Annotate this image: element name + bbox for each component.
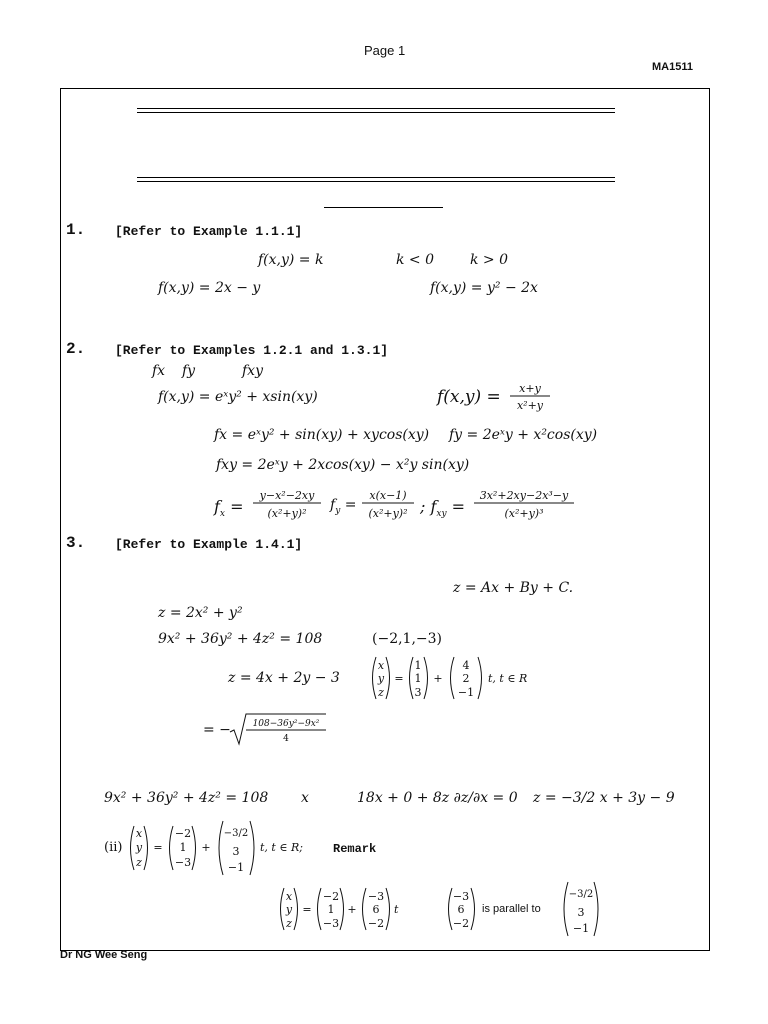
q2-fxy-a: fxy = 2eˣy + 2xcos(xy) − x²y sin(xy) [216,457,470,473]
q3-line-equation [368,656,558,700]
q3-alt-line-equation [276,886,406,932]
svg-text:+: + [433,672,443,685]
svg-text:+: + [201,841,211,854]
q3-square-root [228,712,328,746]
q3-parallel-statement [444,881,604,937]
svg-text:=: = [302,903,312,916]
q3-alt-var-z: z [286,917,292,930]
q3-par-target-3: −1 [572,922,590,935]
q2-function-a: f(x,y) = eˣy² + xsin(xy) [158,389,318,405]
q1-k-positive: k > 0 [470,252,509,268]
svg-text:=: = [394,672,404,685]
q3-ii-t-in-r: t, t ∈ R; [260,841,303,854]
q3-var-x: x [377,659,385,672]
q3-number: 3. [66,534,86,552]
q1-function-b: f(x,y) = y² − 2x [430,280,538,296]
q3-par-target-2: 3 [577,906,585,919]
q2-fx-a: fx = eˣy² + sin(xy) + xycos(xy) [214,427,430,443]
q3-par-target-1: −3/2 [568,889,594,900]
q2-fy-b-fraction [362,487,414,521]
q3-alt-var-x: x [285,890,293,903]
q3-root-denominator: 4 [283,734,289,744]
q2-fy-b-numerator: x(x−1) [369,489,407,502]
q3-ii-dir-3: −1 [227,861,245,874]
q3-plane: z = Ax + By + C. [453,580,574,596]
q1-reference: [Refer to Example 1.1.1] [115,224,303,239]
q2-number: 2. [66,340,86,358]
course-code: MA1511 [652,61,693,73]
q2-function-b-fraction [510,380,550,414]
q3-par-vec-1: −3 [452,890,470,903]
q1-function-a: f(x,y) = 2x − y [158,280,261,296]
q3-tangent-plane: z = 4x + 2y − 3 [228,670,340,686]
q3-var-y: y [377,672,385,685]
q3-ii-line-equation [126,820,446,876]
svg-text:=: = [153,841,163,854]
q2-partial-fy: fy [182,363,196,379]
q3-ii-var-z: z [136,856,142,869]
q3-parallel-text: is parallel to [482,903,541,915]
q3-alt-point-2: 1 [327,903,335,916]
q3-line-dir-3: −1 [457,686,475,699]
q3-line-dir-1: 4 [462,659,470,672]
q3-ii-point-3: −3 [174,856,192,869]
q3-t-in-r: t, t ∈ R [488,672,528,685]
q2-function-b-lhs: f(x,y) = [437,387,501,407]
q3-alt-dir-1: −3 [367,890,385,903]
q2-fxy-b-numerator: 3x²+2xy−2x³−y [479,489,569,502]
q2-fy-b-lhs: $f_y$ = [330,497,357,516]
q3-diff-result: 18x + 0 + 8z ∂z/∂x = 0 [357,790,518,806]
q2-fxy-b-lhs: ; $f_{xy}$ = [420,497,466,520]
author-footer: Dr NG Wee Seng [60,949,148,961]
q2-fx-b-fraction [253,487,321,521]
q2-partial-fxy: fxy [242,363,263,379]
q2-partial-fx: fx [152,363,166,379]
q2-reference: [Refer to Examples 1.2.1 and 1.3.1] [115,343,389,358]
q2-fxy-b-denominator: (x²+y)³ [504,507,544,520]
svg-text:+: + [347,903,357,916]
q3-paraboloid: z = 2x² + y² [158,605,243,621]
q3-line-point-2: 1 [414,672,422,685]
q3-ii-dir-2: 3 [232,845,240,858]
q3-root-numerator: 108−36y²−9x² [252,719,320,729]
q3-ii-var-y: y [135,841,143,854]
q3-ii-point-2: 1 [179,841,187,854]
q3-alt-var-y: y [285,903,293,916]
page-label: Page 1 [364,43,406,58]
q2-func-b-denominator: x²+y [516,399,544,412]
q3-alt-point-1: −2 [322,890,340,903]
q2-fx-b-lhs: $f_x$ = [214,497,244,520]
q3-ii-dir-1: −3/2 [223,828,249,839]
q3-reference: [Refer to Example 1.4.1] [115,537,303,552]
q3-line-dir-2: 2 [462,672,470,685]
q3-alt-point-3: −3 [322,917,340,930]
q2-fy-b-denominator: (x²+y)² [368,507,408,520]
q3-diff-ellipsoid: 9x² + 36y² + 4z² = 108 [104,790,269,806]
q3-alt-t: t [394,903,399,916]
q3-plane-b: z = −3/2 x + 3y − 9 [533,790,675,806]
q3-par-vec-3: −2 [452,917,470,930]
subtitle-rule [324,207,443,208]
q3-par-vec-2: 6 [457,903,465,916]
q3-ellipsoid: 9x² + 36y² + 4z² = 108 [158,631,323,647]
q3-ii-var-x: x [135,827,143,840]
q3-ii-point-1: −2 [174,827,192,840]
q3-remark-label: Remark [333,842,377,856]
q3-part-ii: (ii) [104,840,123,855]
q1-k-negative: k < 0 [396,252,435,268]
title-rule-bottom [137,177,615,182]
q1-level-curve: f(x,y) = k [258,252,324,268]
q3-var-z: z [378,686,384,699]
q1-number: 1. [66,221,86,239]
title-rule-top [137,108,615,113]
q3-line-point-3: 3 [414,686,422,699]
q3-point: (−2,1,−3) [372,631,443,647]
q2-fxy-b-fraction [474,487,574,521]
q2-fx-b-denominator: (x²+y)² [267,507,307,520]
q2-fx-b-numerator: y−x²−2xy [259,489,315,502]
q3-diff-variable: x [301,790,309,806]
q2-func-b-numerator: x+y [519,382,541,395]
q2-fy-a: fy = 2eˣy + x²cos(xy) [449,427,598,443]
q3-neg-root-prefix: = − [203,722,231,738]
q3-alt-dir-3: −2 [367,917,385,930]
q3-alt-dir-2: 6 [372,903,380,916]
q3-line-point-1: 1 [414,659,422,672]
